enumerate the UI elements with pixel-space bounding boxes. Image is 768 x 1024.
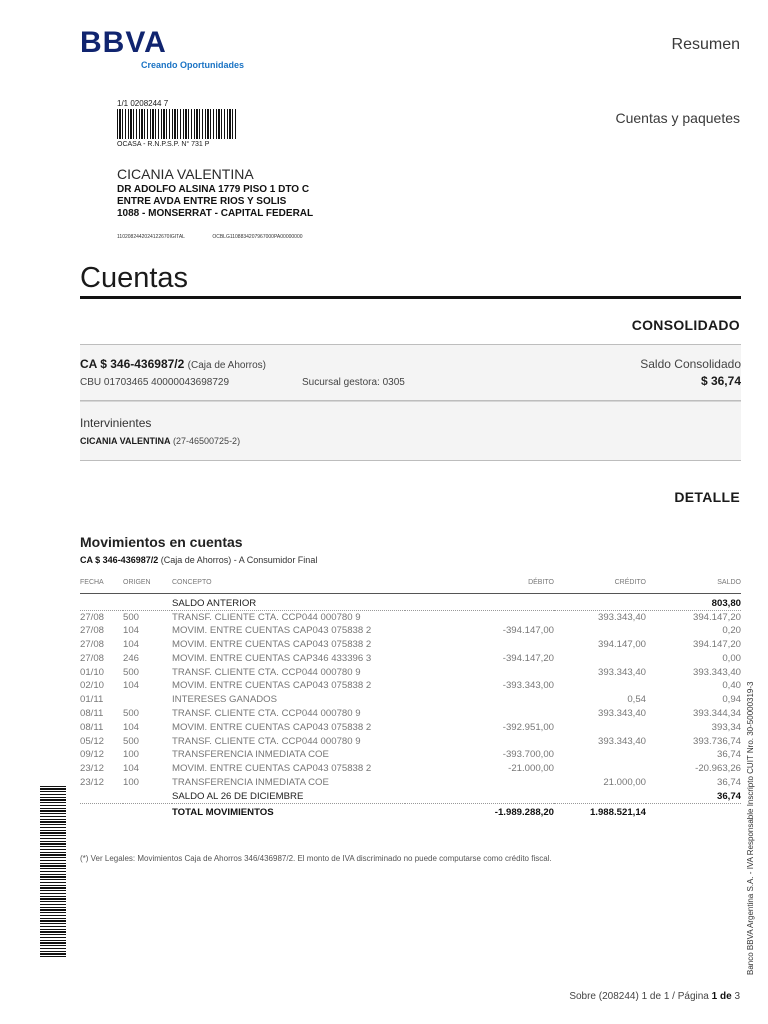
cell-debito (405, 693, 554, 707)
col-credito: CRÉDITO (554, 579, 646, 593)
cell-saldo: 394.147,20 (692, 638, 741, 650)
cell-origen: 500 (123, 735, 140, 747)
table-row (80, 665, 741, 679)
cell-credito (554, 679, 646, 693)
side-legal-text: Banco BBVA Argentina S.A. - IVA Responsable Inscripto CUIT Nro. 30-50000319-3 (746, 681, 755, 975)
header-resumen: Resumen (671, 36, 740, 53)
table-row (80, 679, 741, 693)
cell-credito (554, 624, 646, 638)
cell-concepto: TRANSF. CLIENTE CTA. CCP044 000780 9 (172, 611, 361, 623)
col-fecha: FECHA (80, 579, 123, 593)
table-row (80, 651, 741, 665)
interviniente-cuit: (27-46500725-2) (173, 436, 241, 446)
cell-credito: 394.147,00 (597, 638, 646, 650)
cell-fecha: 27/08 (80, 638, 105, 650)
total-label: TOTAL MOVIMIENTOS (172, 806, 274, 818)
cell-debito (405, 638, 554, 652)
cell-credito: 393.343,40 (597, 735, 646, 747)
pager-total: 3 (734, 991, 740, 1002)
cell-debito (405, 610, 554, 624)
recipient-address (117, 166, 313, 220)
saldo-anterior-label: SALDO ANTERIOR (172, 593, 405, 610)
saldo-final-value: 36,74 (646, 789, 741, 803)
cell-fecha: 27/08 (80, 625, 105, 637)
header-cuentas-paquetes: Cuentas y paquetes (615, 110, 740, 126)
saldo-anterior-value: 803,80 (646, 593, 741, 610)
table-row (80, 748, 741, 762)
cell-saldo: 0,20 (722, 625, 741, 637)
saldo-consolidado-label: Saldo Consolidado (640, 357, 741, 371)
cell-fecha: 27/08 (80, 652, 105, 664)
total-row (80, 803, 741, 821)
cell-origen: 104 (123, 763, 140, 775)
movimientos-account: CA $ 346-436987/2 (80, 555, 159, 565)
cell-saldo: -20.963,26 (695, 763, 741, 775)
interviniente-name: CICANIA VALENTINA (80, 436, 171, 446)
cell-credito (554, 762, 646, 776)
col-origen: ORIGEN (123, 579, 172, 593)
cell-concepto: MOVIM. ENTRE CUENTAS CAP043 075838 2 (172, 763, 372, 775)
movimientos-account-desc: (Caja de Ahorros) - A Consumidor Final (160, 555, 318, 565)
address-line: DR ADOLFO ALSINA 1779 PISO 1 DTO C (117, 184, 310, 195)
movements-table (80, 579, 741, 821)
table-row (80, 734, 741, 748)
total-debito: -1.989.288,20 (494, 806, 554, 818)
cell-origen: 246 (123, 652, 140, 664)
col-concepto: CONCEPTO (172, 579, 405, 593)
cell-fecha: 23/12 (80, 776, 105, 788)
logo-tagline: Creando Oportunidades (141, 60, 245, 70)
cell-credito (554, 748, 646, 762)
cell-saldo: 36,74 (716, 749, 741, 761)
cell-debito (405, 665, 554, 679)
cell-fecha: 01/10 (80, 666, 105, 678)
account-sucursal: Sucursal gestora: 0305 (302, 377, 405, 388)
table-row (80, 776, 741, 790)
cell-concepto: MOVIM. ENTRE CUENTAS CAP043 075838 2 (172, 638, 372, 650)
cell-origen: 500 (123, 666, 140, 678)
mailing-codes (117, 234, 329, 240)
cell-credito: 393.343,40 (597, 611, 646, 623)
cell-debito (405, 734, 554, 748)
cell-concepto: TRANSFERENCIA INMEDIATA COE (172, 776, 329, 788)
cell-origen (123, 693, 172, 707)
barcode-horizontal (117, 109, 237, 139)
cell-saldo: 393,34 (711, 721, 741, 733)
cell-saldo: 0,00 (722, 652, 741, 664)
cell-fecha: 05/12 (80, 735, 105, 747)
barcode-id: 1/1 0208244 7 (117, 99, 169, 108)
saldo-final-label: SALDO AL 26 DE DICIEMBRE (172, 789, 405, 803)
account-number-value: CA $ 346-436987/2 (80, 357, 185, 371)
cell-origen: 104 (123, 638, 140, 650)
cell-origen: 500 (123, 707, 140, 719)
cell-credito: 0,54 (627, 694, 646, 706)
cell-concepto: TRANSF. CLIENTE CTA. CCP044 000780 9 (172, 707, 361, 719)
cell-debito: -394.147,20 (502, 652, 554, 664)
cell-origen: 104 (123, 625, 140, 637)
intervinientes-label: Intervinientes (80, 416, 152, 430)
interviniente (80, 436, 240, 446)
detalle-heading: DETALLE (674, 489, 740, 505)
cell-debito: -21.000,00 (508, 763, 554, 775)
table-row (80, 624, 741, 638)
account-cbu: CBU 01703465 40000043698729 (80, 377, 230, 388)
saldo-final-row (80, 789, 741, 803)
total-credito: 1.988.521,14 (589, 806, 646, 818)
pager-prefix: Sobre (208244) 1 de 1 / Página (569, 991, 709, 1002)
movimientos-subtitle (80, 555, 317, 565)
table-row (80, 610, 741, 624)
cell-credito: 21.000,00 (603, 776, 646, 788)
cell-concepto: MOVIM. ENTRE CUENTAS CAP043 075838 2 (172, 721, 372, 733)
cell-origen: 100 (123, 749, 140, 761)
cell-concepto: MOVIM. ENTRE CUENTAS CAP043 075838 2 (172, 680, 372, 692)
section-title: Cuentas (80, 262, 189, 294)
section-rule (80, 296, 741, 299)
cell-credito (554, 651, 646, 665)
cell-credito (554, 720, 646, 734)
recipient-name: CICANIA VALENTINA (117, 166, 254, 182)
account-type: (Caja de Ahorros) (187, 360, 267, 371)
cell-fecha: 01/11 (80, 694, 104, 706)
cell-debito (405, 707, 554, 721)
cell-fecha: 02/10 (80, 680, 105, 692)
cell-saldo: 0,94 (722, 694, 741, 706)
address-line: 1088 - MONSERRAT - CAPITAL FEDERAL (117, 208, 314, 219)
page-indicator (569, 991, 740, 1002)
logo-text: BBVA (80, 26, 167, 59)
cell-origen: 104 (123, 680, 140, 692)
table-row (80, 707, 741, 721)
cell-fecha: 09/12 (80, 749, 105, 761)
movimientos-title: Movimientos en cuentas (80, 534, 243, 550)
account-summary-box (80, 344, 741, 401)
cell-credito: 393.343,40 (597, 707, 646, 719)
pager-current: 1 de (711, 991, 732, 1002)
address-line: ENTRE AVDA ENTRE RIOS Y SOLIS (117, 196, 287, 207)
saldo-anterior-row (80, 593, 741, 610)
barcode-vertical (40, 786, 66, 959)
footnote: (*) Ver Legales: Movimientos Caja de Ahorros 346/436987/2. El monto de IVA discriminado no puede computarse como crédito fiscal. (80, 854, 552, 863)
cell-fecha: 23/12 (80, 763, 105, 775)
ocasa-label: OCASA - R.N.P.S.P. N° 731 P (117, 141, 210, 148)
col-debito: DÉBITO (405, 579, 554, 593)
cell-saldo: 393.344,34 (692, 707, 741, 719)
mailing-barcode-block (117, 99, 247, 148)
table-row (80, 693, 741, 707)
cell-fecha: 08/11 (80, 707, 104, 719)
cell-credito: 393.343,40 (597, 666, 646, 678)
code-right: OCBLG1108834207967000PA00000000 (212, 234, 303, 240)
table-header-row (80, 579, 741, 593)
cell-saldo: 394.147,20 (692, 611, 741, 623)
cell-saldo: 393.343,40 (692, 666, 741, 678)
cell-concepto: MOVIM. ENTRE CUENTAS CAP346 433396 3 (172, 652, 372, 664)
cell-origen: 500 (123, 611, 140, 623)
table-row (80, 638, 741, 652)
table-row (80, 762, 741, 776)
intervinientes-box (80, 401, 741, 461)
cell-saldo: 393.736,74 (692, 735, 741, 747)
cell-origen: 104 (123, 721, 140, 733)
cell-concepto: TRANSF. CLIENTE CTA. CCP044 000780 9 (172, 666, 361, 678)
consolidado-heading: CONSOLIDADO (631, 317, 740, 333)
bbva-logo (80, 28, 244, 70)
cell-debito (405, 776, 554, 790)
cell-concepto: INTERESES GANADOS (172, 694, 278, 706)
cell-fecha: 08/11 (80, 721, 104, 733)
cell-concepto: MOVIM. ENTRE CUENTAS CAP043 075838 2 (172, 625, 372, 637)
cell-saldo: 0,40 (722, 680, 741, 692)
cell-fecha: 27/08 (80, 611, 105, 623)
cell-debito: -393.343,00 (502, 680, 554, 692)
cell-concepto: TRANSFERENCIA INMEDIATA COE (172, 749, 329, 761)
code-left: 1102082442024122670IGITAL (117, 234, 185, 240)
cell-concepto: TRANSF. CLIENTE CTA. CCP044 000780 9 (172, 735, 361, 747)
saldo-consolidado-value: $ 36,74 (700, 374, 741, 388)
cell-debito: -394.147,00 (502, 625, 554, 637)
cell-debito: -392.951,00 (502, 721, 554, 733)
account-number (80, 357, 266, 371)
cell-origen: 100 (123, 776, 140, 788)
cell-debito: -393.700,00 (502, 749, 554, 761)
table-row (80, 720, 741, 734)
col-saldo: SALDO (646, 579, 741, 593)
cell-saldo: 36,74 (716, 776, 741, 788)
